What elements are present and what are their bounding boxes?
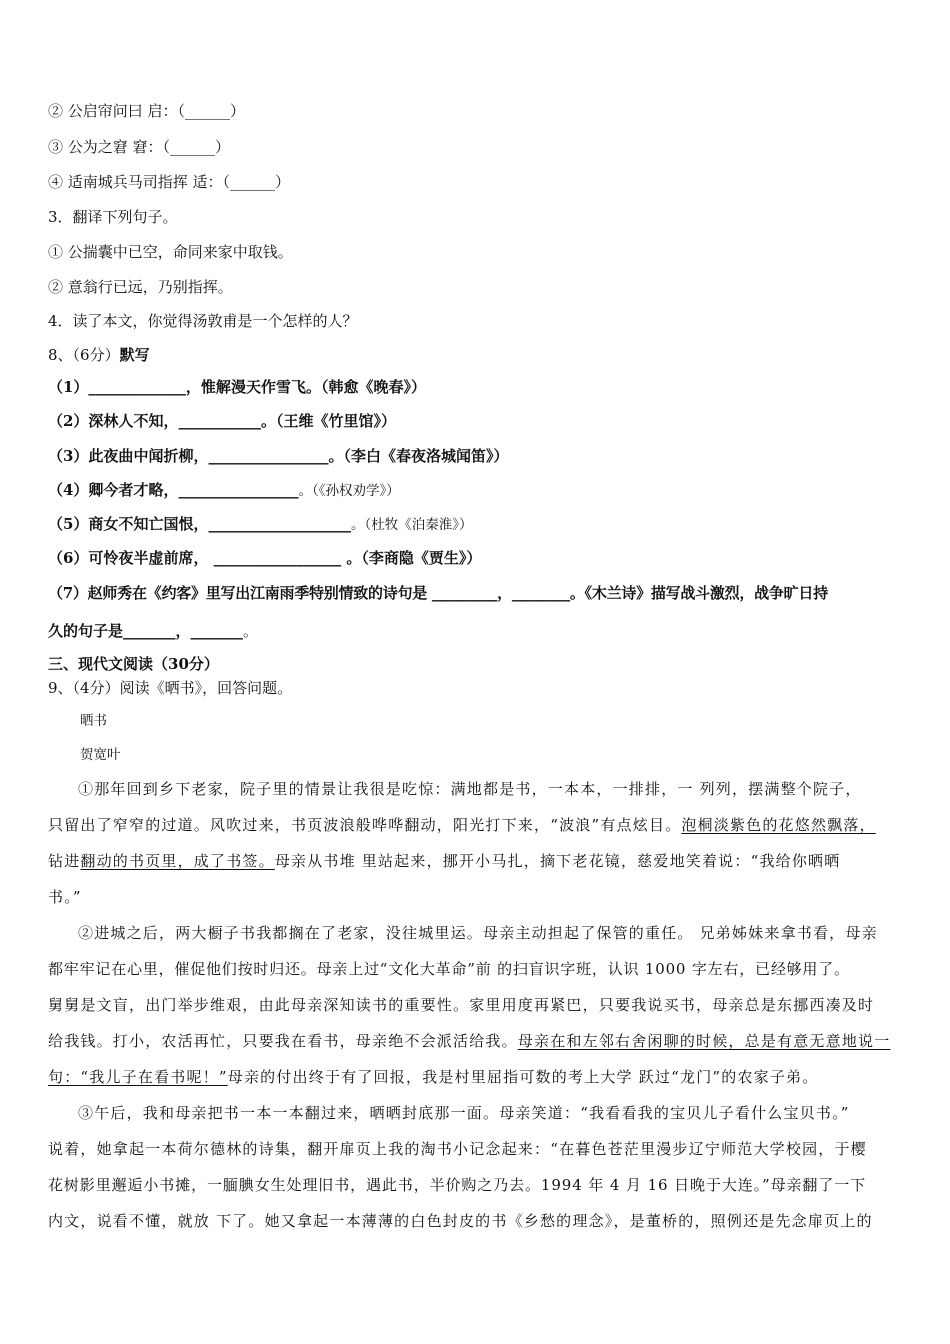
q8-item-4 [48, 480, 400, 501]
article-title: 晒书 [80, 713, 107, 729]
p2-line-5-text: 母亲的付出终于有了回报，我是村里屈指可数的考上大学 跃过“龙门”的农家子弟。 [227, 1068, 819, 1086]
q8-item-7-line-2-rest: 。 [243, 622, 259, 640]
p2-line-4-text: 给我钱。打小，农活再忙，只要我在看书，母亲绝不会派活给我。 [48, 1032, 518, 1050]
q7-subitem-3: ③ 公为之窘 窘：（______） [48, 138, 231, 156]
article-author: 贺宽叶 [80, 747, 121, 763]
q8-item-1: （1）_____________，惟解漫天作雪飞。（韩愈《晚春》） [48, 378, 426, 396]
p1-line-3-start: 钻进 [48, 852, 81, 870]
p1-line-3-text: 母亲从书堆 里站起来，挪开小马扎，摘下老花镜，慈爱地笑着说：“我给你晒晒 [274, 852, 841, 870]
p1-underlined-sentence-a: 泡桐淡紫色的花悠然飘落， [681, 816, 876, 834]
q8-header [48, 345, 150, 365]
p1-line-2-text: 只留出了窄窄的过道。风吹过来，书页波浪般哗哗翻动，阳光打下来，“波浪”有点炫目。 [48, 816, 682, 834]
q8-item-7-line-2-bold: 久的句子是_______，_______ [48, 622, 244, 640]
q9-header: 9、（4分）阅读《晒书》，回答问题。 [48, 679, 293, 697]
p3-line-3: 花树影里邂逅小书摊，一腼腆女生处理旧书，遇此书，半价购之乃去。1994 年 4 月 16 日晚于大连。”母亲翻了一下 [48, 1176, 867, 1194]
q8-item-4-bold: （4）卿今者才略，________________ [48, 481, 299, 499]
q8-item-6: （6）可怜夜半虚前席， _________________ 。（李商隐《贾生》） [48, 549, 482, 567]
q8-item-5 [48, 514, 472, 535]
q8-item-5-bold: （5）商女不知亡国恨，___________________ [48, 515, 351, 533]
q7-3-title: 3．翻译下列句子。 [48, 208, 178, 226]
p2-line-3: 舅舅是文盲，出门举步维艰，由此母亲深知读书的重要性。家里用度再紧巴，只要我说买书，母亲总是东挪西凑及时 [48, 996, 875, 1014]
q7-4-question: 4．读了本文，你觉得汤敦甫是一个怎样的人？ [48, 312, 358, 330]
p3-line-2: 说着，她拿起一本荷尔德林的诗集，翻开扉页上我的淘书小记念起来：“在暮色苍茫里漫步辽宁师范大学校园，于樱 [48, 1140, 867, 1158]
p3-line-1: ③午后，我和母亲把书一本一本翻过来，晒晒封底那一面。母亲笑道：“我看看我的宝贝儿子看什么宝贝书。” [78, 1104, 850, 1122]
q8-item-5-source: 。（杜牧《泊秦淮》） [350, 517, 473, 533]
q8-header-prefix: 8、（6分） [48, 346, 120, 364]
p2-underlined-sentence-b: 句：“我儿子在看书呢！” [48, 1068, 228, 1086]
q8-header-title: 默写 [119, 346, 150, 364]
q7-subitem-2: ② 公启帘问曰 启：（______） [48, 102, 246, 120]
q8-item-7-line-2 [48, 621, 258, 641]
p2-line-1: ②进城之后，两大橱子书我都搁在了老家，没往城里运。母亲主动担起了保管的重任。 兄弟姊妹来拿书看，母亲 [78, 924, 878, 942]
q8-item-4-source: 。（《孙权劝学》） [298, 483, 400, 499]
p1-line-1: ①那年回到乡下老家，院子里的情景让我很是吃惊：满地都是书，一本本，一排排，一 列列，摆满整个院子， [78, 780, 862, 798]
q8-item-7-line-1: （7）赵师秀在《约客》里写出江南雨季特别情致的诗句是 _________，________。《木兰诗》描写战斗激烈，战争旷日持 [48, 584, 828, 602]
q7-3-item-2: ② 意翁行已远，乃别指挥。 [48, 278, 233, 296]
p2-underlined-sentence-a: 母亲在和左邻右舍闲聊的时候，总是有意无意地说一 [517, 1032, 891, 1050]
p1-underlined-sentence-b: 翻动的书页里，成了书签。 [80, 852, 275, 870]
p2-line-4 [48, 1031, 890, 1051]
q8-item-2: （2）深林人不知，___________。（王维《竹里馆》） [48, 412, 396, 430]
p1-line-2 [48, 815, 876, 835]
p2-line-2: 都牢牢记在心里，催促他们按时归还。母亲上过“文化大革命”前 的扫盲识字班，认识 1000 字左右，已经够用了。 [48, 960, 850, 978]
p2-line-5 [48, 1067, 818, 1087]
q8-item-3: （3）此夜曲中闻折柳，________________。（李白《春夜洛城闻笛》） [48, 447, 509, 465]
p1-line-3 [48, 851, 840, 871]
q7-3-item-1: ① 公揣囊中已空，命同来家中取钱。 [48, 243, 293, 261]
p3-line-4: 内文，说看不懂，就放 下了。她又拿起一本薄薄的白色封皮的书《乡愁的理念》，是董桥的，照例还是先念扉页上的 [48, 1212, 873, 1230]
section-3-heading: 三、现代文阅读（30分） [48, 655, 219, 673]
p1-line-4: 书。” [48, 888, 82, 906]
q7-subitem-4: ④ 适南城兵马司指挥 适：（______） [48, 173, 291, 191]
